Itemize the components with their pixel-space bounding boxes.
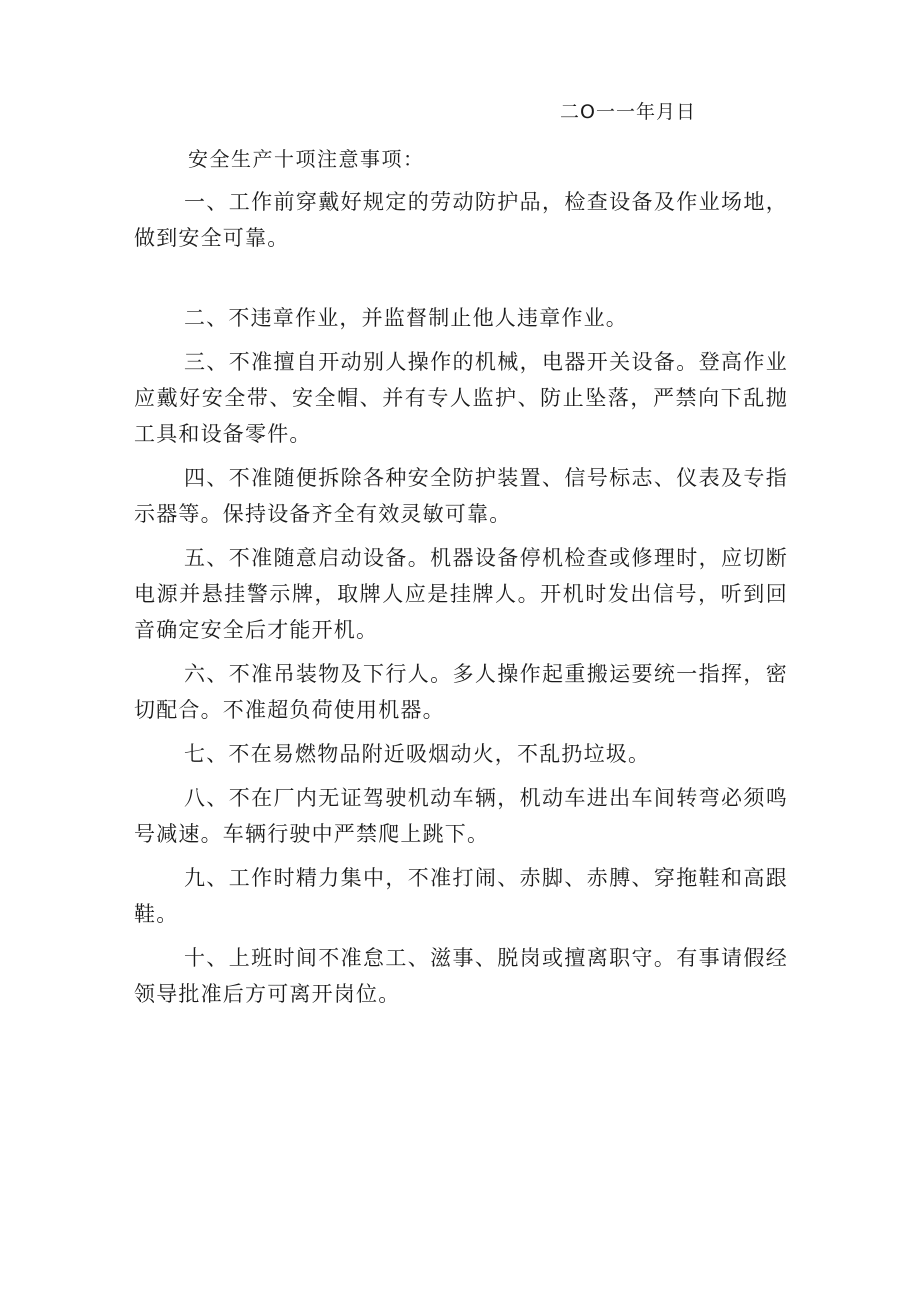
rule-item-7: 七、不在易燃物品附近吸烟动火，不乱扔垃圾。 [184, 742, 651, 766]
rule-item-3: 三、不准擅自开动别人操作的机械，电器开关设备。登高作业应戴好安全带、安全帽、并有专人监护、防止坠落，严禁向下乱抛工具和设备零件。 [134, 350, 788, 446]
rule-item-6: 六、不准吊装物及下行人。多人操作起重搬运要统一指挥，密切配合。不准超负荷使用机器。 [134, 662, 788, 722]
rule-item-5: 五、不准随意启动设备。机器设备停机检查或修理时，应切断电源并悬挂警示牌，取牌人应是挂牌人。开机时发出信号，听到回音确定安全后才能开机。 [134, 546, 788, 642]
rule-item-10: 十、上班时间不准怠工、滋事、脱岗或擅离职守。有事请假经领导批准后方可离开岗位。 [134, 946, 788, 1006]
document-heading: 安全生产十项注意事项： [188, 147, 425, 171]
rule-item-4: 四、不准随便拆除各种安全防护装置、信号标志、仪表及专指示器等。保持设备齐全有效灵敏可靠。 [134, 466, 788, 526]
rule-item-1: 一、工作前穿戴好规定的劳动防护品，检查设备及作业场地，做到安全可靠。 [134, 190, 788, 250]
document-date: 二O一一年月日 [560, 101, 696, 123]
rule-item-2: 二、不违章作业，并监督制止他人违章作业。 [184, 306, 628, 330]
rule-item-8: 八、不在厂内无证驾驶机动车辆，机动车进出车间转弯必须鸣号减速。车辆行驶中严禁爬上跳下。 [134, 786, 788, 846]
rule-item-9: 九、工作时精力集中，不准打闹、赤脚、赤膊、穿拖鞋和高跟鞋。 [134, 866, 788, 926]
rules-list [134, 184, 788, 1020]
